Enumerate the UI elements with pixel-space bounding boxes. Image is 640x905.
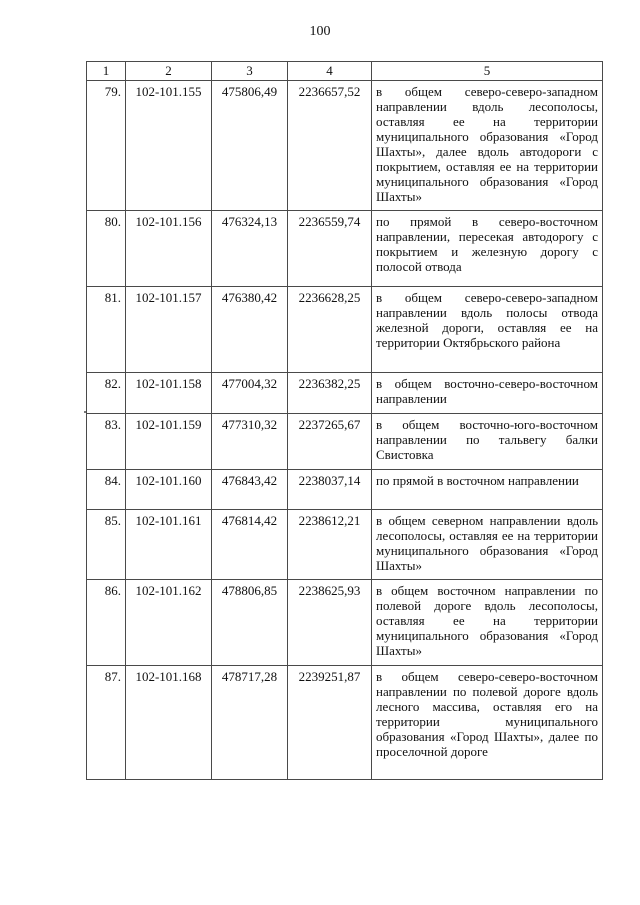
point-id: 102-101.157 bbox=[126, 287, 212, 373]
coordinate-y: 2237265,67 bbox=[288, 414, 372, 470]
point-id: 102-101.162 bbox=[126, 580, 212, 666]
coordinate-y: 2236657,52 bbox=[288, 81, 372, 211]
row-number: 80. bbox=[87, 211, 126, 287]
table-row bbox=[87, 81, 603, 211]
coordinate-y: 2238037,14 bbox=[288, 470, 372, 510]
point-id: 102-101.168 bbox=[126, 666, 212, 780]
column-header-3: 3 bbox=[212, 62, 288, 81]
scan-speck bbox=[84, 411, 86, 413]
boundary-description: в общем восточном направлении по полевой дороге вдоль лесополосы, оставляя ее на территории муниципального образования «Город Шахты» bbox=[372, 580, 603, 666]
boundary-description: в общем северо-северо-западном направлении вдоль полосы отвода железной дороги, оставляя ее на территории Октябрьского района bbox=[372, 287, 603, 373]
coordinate-x: 476843,42 bbox=[212, 470, 288, 510]
coordinate-y: 2236559,74 bbox=[288, 211, 372, 287]
boundary-description: в общем северо-северо-западном направлении вдоль лесополосы, оставляя ее на территории муниципального образования «Город Шахты», далее вдоль автодороги с покрытием, оставляя ее на территории муниципального образования «Город Шахты» bbox=[372, 81, 603, 211]
point-id: 102-101.160 bbox=[126, 470, 212, 510]
coordinate-y: 2239251,87 bbox=[288, 666, 372, 780]
boundary-table bbox=[86, 61, 603, 780]
row-number: 86. bbox=[87, 580, 126, 666]
row-number: 83. bbox=[87, 414, 126, 470]
point-id: 102-101.158 bbox=[126, 373, 212, 414]
coordinate-x: 476380,42 bbox=[212, 287, 288, 373]
column-header-2: 2 bbox=[126, 62, 212, 81]
table-body bbox=[87, 81, 603, 780]
table-row bbox=[87, 373, 603, 414]
coordinate-x: 476814,42 bbox=[212, 510, 288, 580]
coordinate-x: 476324,13 bbox=[212, 211, 288, 287]
boundary-description: в общем восточно-юго-восточном направлении по тальвегу балки Свистовка bbox=[372, 414, 603, 470]
table-header bbox=[87, 62, 603, 81]
boundary-description: по прямой в северо-восточном направлении, пересекая автодорогу с покрытием и железную дорогу с полосой отвода bbox=[372, 211, 603, 287]
row-number: 79. bbox=[87, 81, 126, 211]
column-header-4: 4 bbox=[288, 62, 372, 81]
table-row bbox=[87, 470, 603, 510]
table-row bbox=[87, 211, 603, 287]
row-number: 84. bbox=[87, 470, 126, 510]
row-number: 87. bbox=[87, 666, 126, 780]
coordinate-x: 478717,28 bbox=[212, 666, 288, 780]
row-number: 85. bbox=[87, 510, 126, 580]
row-number: 81. bbox=[87, 287, 126, 373]
table-row bbox=[87, 414, 603, 470]
column-header-5: 5 bbox=[372, 62, 603, 81]
table-row bbox=[87, 287, 603, 373]
coordinate-x: 475806,49 bbox=[212, 81, 288, 211]
boundary-description: в общем северо-северо-восточном направлении по полевой дороге вдоль лесного массива, оставляя его на территории муниципального образования «Город Шахты», далее по проселочной дороге bbox=[372, 666, 603, 780]
boundary-description: в общем восточно-северо-восточном направлении bbox=[372, 373, 603, 414]
boundary-description: в общем северном направлении вдоль лесополосы, оставляя ее на территории муниципального образования «Город Шахты» bbox=[372, 510, 603, 580]
coordinate-y: 2238612,21 bbox=[288, 510, 372, 580]
point-id: 102-101.155 bbox=[126, 81, 212, 211]
coordinate-y: 2238625,93 bbox=[288, 580, 372, 666]
table-row bbox=[87, 580, 603, 666]
table-row bbox=[87, 510, 603, 580]
coordinate-x: 477310,32 bbox=[212, 414, 288, 470]
coordinate-x: 477004,32 bbox=[212, 373, 288, 414]
coordinate-y: 2236382,25 bbox=[288, 373, 372, 414]
coordinate-y: 2236628,25 bbox=[288, 287, 372, 373]
column-header-1: 1 bbox=[87, 62, 126, 81]
coordinate-x: 478806,85 bbox=[212, 580, 288, 666]
point-id: 102-101.159 bbox=[126, 414, 212, 470]
point-id: 102-101.156 bbox=[126, 211, 212, 287]
row-number: 82. bbox=[87, 373, 126, 414]
point-id: 102-101.161 bbox=[126, 510, 212, 580]
table-row bbox=[87, 666, 603, 780]
page-number: 100 bbox=[309, 24, 331, 39]
boundary-description: по прямой в восточном направлении bbox=[372, 470, 603, 510]
header-row bbox=[87, 62, 603, 81]
